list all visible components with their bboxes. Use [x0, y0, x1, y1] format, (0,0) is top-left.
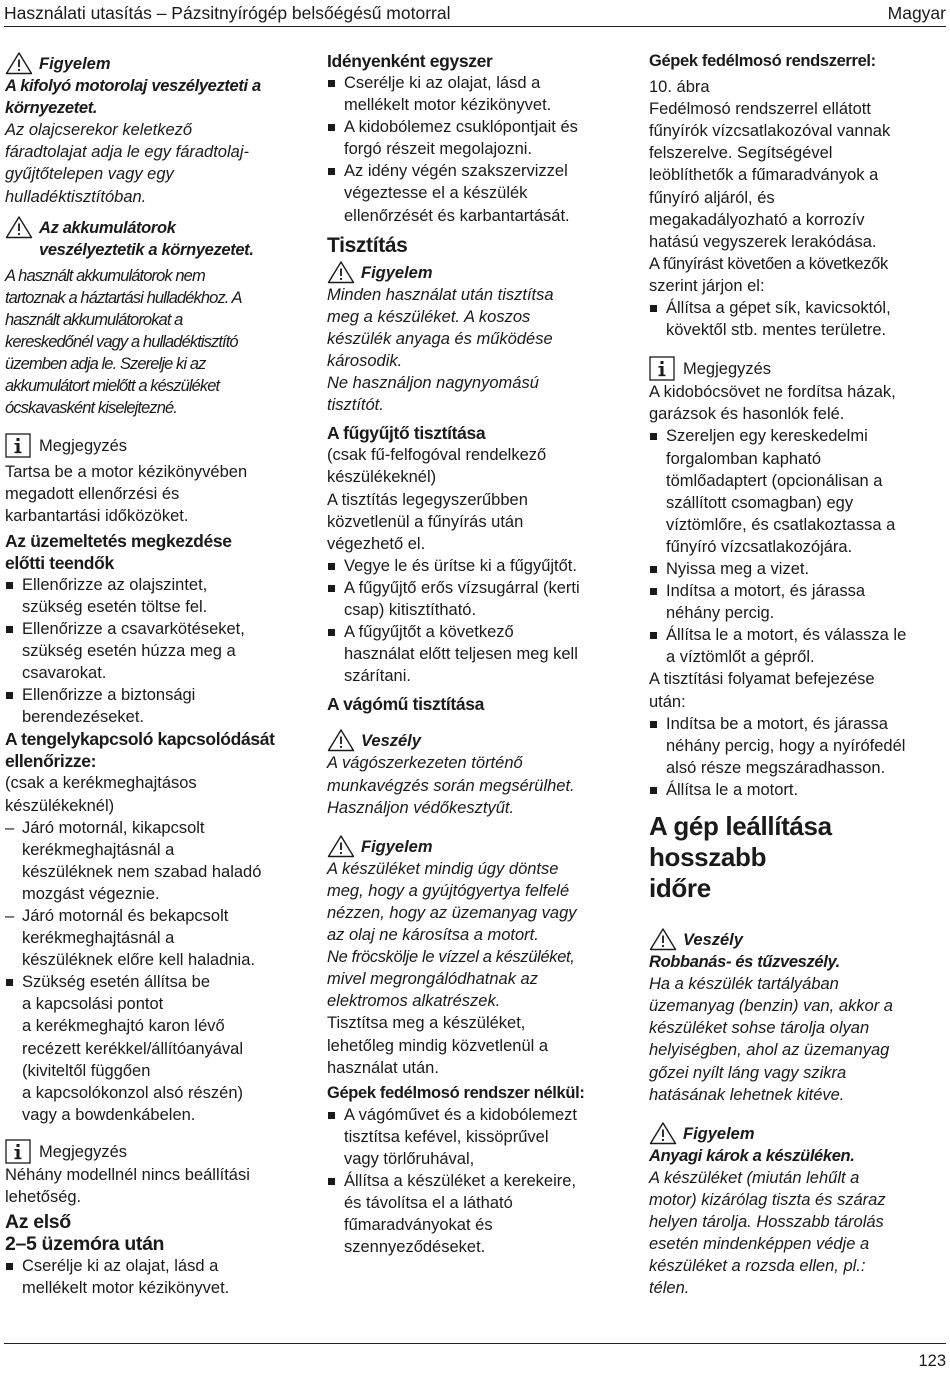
text-line: készülék anyaga és működése — [327, 329, 553, 348]
text-line: után: — [649, 692, 686, 711]
text-line: 10. ábra — [649, 78, 710, 97]
text-line: Tisztítsa meg a készüléket, — [327, 1014, 526, 1033]
text-line: kereskedőnél vagy a hulladéktisztító — [5, 333, 238, 352]
text-line: fűnyíró aljáról, és — [649, 188, 775, 207]
text-line: motor) kizárólag tiszta és száraz — [649, 1191, 886, 1210]
warning-text — [327, 858, 634, 1013]
section-heading — [649, 811, 949, 904]
text-line: használat után. — [327, 1058, 439, 1077]
list-item: Ellenőrizze az olajszintet, szükség esetén töltse fel. — [5, 574, 310, 618]
page-footer — [4, 1343, 946, 1370]
text-line: készüléket a rozsda ellen, pl.: — [649, 1257, 866, 1276]
warning-notice — [5, 214, 310, 261]
text-line: leöblíthetők a fűmaradványok a — [649, 166, 879, 185]
paragraph — [649, 668, 949, 712]
text-line: elektromos alkatrészek. — [327, 992, 501, 1011]
warning-notice — [327, 833, 634, 858]
list-item: – Járó motornál, kikapcsolt kerékmeghajtásnál a készüléknek nem szabad haladó mozgást végeznie. — [5, 817, 310, 905]
warning-triangle-icon — [327, 727, 361, 752]
text-line: Néhány modellnél nincs beállítási — [5, 1165, 250, 1184]
list-item: A fűgyűjtő erős vízsugárral (kerti csap) kitisztítható. — [327, 577, 634, 621]
sub-heading: Gépek fedélmosó rendszerrel: — [649, 52, 876, 70]
text-line: előtti teendők — [5, 552, 114, 573]
text-line: megadott ellenőrzési és — [5, 484, 180, 503]
list-item: Állítsa le a motort, és válassza le a víztömlőt a gépről. — [649, 624, 949, 668]
note-notice — [5, 1138, 310, 1164]
text-line: környezetet. — [5, 99, 98, 118]
column-3 — [649, 50, 949, 1300]
warning-notice — [649, 1120, 949, 1145]
text-line: nézzen, hogy az üzemanyag vagy — [327, 904, 577, 922]
warning-label: Figyelem — [39, 55, 111, 73]
list-item: Indítsa be a motort, és járassa néhány percig, hogy a nyírófedél alsó része megszáradhasson. — [649, 713, 949, 779]
warning-text — [327, 284, 634, 417]
list-item: Szereljen egy kereskedelmi forgalomban kapható tömlőadaptert (opcionálisan a szállított csomagban) egy víztömlőre, és csatlakoztassa a fűnyíró vízcsatlakozójára. — [649, 425, 949, 558]
text-line: akkumulátort mielőtt a készüléket — [5, 377, 220, 396]
text-line: munkavégzés során megsérülhet. — [327, 776, 575, 795]
list-item: Cserélje ki az olajat, lásd a mellékelt motor kézikönyvet. — [327, 72, 634, 116]
list-item: Indítsa a motort, és járassa néhány percig. — [649, 580, 949, 624]
text-line: fáradtolajat adja le egy fáradtolaj- — [5, 143, 249, 162]
text-line: hatású vegyszerek lerakódása. — [649, 232, 877, 251]
checklist — [649, 425, 949, 668]
text-line: Az akkumulátorok — [39, 218, 176, 237]
list-item: Nyissa meg a vizet. — [649, 558, 949, 580]
text-line: A tisztítási folyamat befejezése — [649, 670, 875, 689]
text-line: Ha a készülék tartályában — [649, 975, 839, 994]
text-line: Az első — [5, 1211, 71, 1234]
text-line: hulladéktisztítóban. — [5, 187, 147, 206]
text-line: Ne használjon nagynyomású — [327, 374, 539, 393]
text-line: készülékeknél) — [5, 796, 115, 815]
list-item: – Járó motornál és bekapcsolt kerékmeghajtásnál a készüléknek előre kell haladnia. — [5, 905, 310, 971]
warning-triangle-icon — [327, 833, 361, 858]
danger-heading: Robbanás- és tűzveszély. — [649, 953, 840, 972]
sub-heading: Gépek fedélmosó rendszer nélkül: — [327, 1083, 585, 1102]
paragraph — [649, 76, 949, 297]
text-line: üzemben adja le. Szerelje ki az — [5, 355, 206, 374]
text-line: A tisztítás legegyszerűbben — [327, 490, 528, 509]
section-heading — [5, 1211, 310, 1255]
section-heading — [5, 728, 310, 772]
text-line: A készüléket (miután lehűlt a — [649, 1168, 860, 1187]
list-item: A fűgyűjtőt a következő használat előtt teljesen meg kell szárítani. — [327, 621, 634, 687]
text-line: megakadályozható a korrozív — [649, 210, 865, 229]
checklist — [327, 72, 634, 227]
text-line: használt akkumulátorokat a — [5, 311, 183, 330]
warning-label — [39, 214, 254, 261]
page-header — [4, 0, 946, 27]
text-line: esetén mindenképpen védje a — [649, 1235, 870, 1254]
header-language: Magyar — [887, 3, 946, 23]
paragraph — [327, 1012, 634, 1078]
text-line: üzemanyag (benzin) van, akkor a — [649, 997, 893, 1016]
text-line: lehetőség. — [5, 1188, 82, 1207]
text-line: veszélyeztetik a környezetet. — [39, 240, 254, 259]
list-item: Ellenőrizze a csavarkötéseket, szükség esetén húzza meg a csavarokat. — [5, 618, 310, 684]
text-line: Ne fröcskölje le vízzel a készüléket, — [327, 948, 575, 967]
text-line: ellenőrizze: — [5, 751, 97, 772]
info-i-icon — [5, 1138, 39, 1164]
text-line: hatásának lehetnek kitéve. — [649, 1085, 845, 1104]
text-line: végezhető el. — [327, 534, 426, 553]
text-line: károsodik. — [327, 352, 403, 371]
text-line: lehetőleg mindig közvetlenül a — [327, 1036, 549, 1055]
text-line: A kidobócsövet ne fordítsa házak, — [649, 383, 896, 402]
danger-label: Veszély — [683, 931, 743, 949]
text-line: tisztítót. — [327, 396, 384, 415]
text-line: A készüléket mindig úgy döntse — [327, 859, 559, 878]
warning-triangle-icon — [649, 926, 683, 951]
warning-label: Figyelem — [361, 837, 433, 856]
text-line: helyen tárolja. Hosszabb tárolás — [649, 1213, 884, 1232]
text-line: meg a készüléket. A koszos — [327, 307, 531, 326]
text-line: A vágószerkezeten történő — [327, 754, 523, 773]
checklist — [327, 555, 634, 688]
warning-label: Figyelem — [361, 263, 433, 282]
text-line: fűnyírók vízcsatlakozóval vannak — [649, 122, 891, 141]
text-line: mivel megrongálódhatnak az — [327, 970, 538, 989]
text-line: A kifolyó motorolaj veszélyezteti a — [5, 77, 261, 96]
warning-text — [649, 1167, 949, 1300]
text-line: Az olajcserekor keletkező — [5, 121, 193, 140]
page-number: 123 — [918, 1352, 946, 1370]
column-2 — [327, 50, 634, 1259]
text-line: tartoznak a háztartási hulladékhoz. A — [5, 288, 242, 307]
warning-notice — [5, 50, 310, 75]
note-text — [649, 381, 949, 425]
warning-text — [5, 265, 310, 420]
warning-text — [5, 119, 310, 207]
checklist — [649, 297, 949, 341]
note-notice — [5, 432, 310, 458]
danger-text — [649, 973, 949, 1106]
column-1 — [5, 50, 310, 1299]
list-item: Az idény végén szakszervizzel végeztesse el a készülék ellenőrzését és karbantartását. — [327, 160, 634, 226]
danger-text — [327, 752, 634, 818]
text-line: Fedélmosó rendszerrel ellátott — [649, 100, 871, 119]
note-label: Megjegyzés — [683, 360, 772, 379]
dash-list — [5, 817, 310, 972]
text-line: gőzei nyílt láng vagy szikra — [649, 1063, 847, 1082]
list-item: Állítsa a gépet sík, kavicsoktól, kövektől stb. mentes területre. — [649, 297, 949, 341]
warning-heading: Anyagi károk a készüléken. — [649, 1146, 855, 1165]
text-line: készülékeknél) — [327, 468, 437, 487]
warning-triangle-icon — [649, 1120, 683, 1145]
paragraph — [327, 444, 634, 554]
text-line: időre — [649, 873, 711, 903]
info-i-icon — [649, 355, 683, 381]
text-line: az olaj ne károsítsa a motort. — [327, 926, 539, 945]
warning-notice — [327, 259, 634, 284]
text-line: A gép leállítása hosszabb — [649, 811, 832, 872]
text-line: Az üzemeltetés megkezdése — [5, 530, 232, 551]
text-line: helyiségben, ahol az üzemanyag — [649, 1041, 890, 1060]
list-item: Állítsa le a motort. — [649, 779, 949, 801]
note-notice — [649, 355, 949, 381]
text-line: télen. — [649, 1279, 690, 1298]
text-line: Tartsa be a motor kézikönyvében — [5, 462, 248, 481]
text-line: A tengelykapcsoló kapcsolódását — [5, 729, 275, 750]
warning-heading — [5, 75, 310, 119]
checklist — [5, 1255, 310, 1299]
list-item: Vegye le és ürítse ki a fűgyűjtőt. — [327, 555, 634, 577]
text-line: meg, hogy a gyújtógyertya felfelé — [327, 881, 570, 900]
checklist — [327, 1104, 634, 1259]
danger-label: Veszély — [361, 732, 421, 751]
checklist — [649, 713, 949, 801]
note-label: Megjegyzés — [39, 1142, 128, 1161]
text-line: (csak a kerékmeghajtásos — [5, 774, 197, 793]
note-text — [5, 1164, 310, 1208]
text-line: (csak fű-felfogóval rendelkező — [327, 446, 547, 465]
info-i-icon — [5, 432, 39, 458]
text-line: garázsok és hasonlók felé. — [649, 405, 845, 424]
text-line: szerint járjon el: — [649, 276, 765, 295]
list-item: A kidobólemez csuklópontjait és forgó részeit megolajozni. — [327, 116, 634, 160]
list-item: Szükség esetén állítsa be a kapcsolási pontot a kerékmeghajtó karon lévő recézett kerékkel/állítóanyával (kiviteltől függően a kapcsolókonzol alsó részén) vagy a bowdenkábelen. — [5, 971, 310, 1126]
section-heading: Idényenként egyszer — [327, 51, 493, 71]
text-line: Használjon védőkesztyűt. — [327, 798, 515, 817]
warning-label: Figyelem — [683, 1124, 755, 1143]
warning-triangle-icon — [5, 214, 39, 239]
note-label: Megjegyzés — [39, 436, 128, 455]
warning-triangle-icon — [5, 50, 39, 75]
danger-notice — [649, 926, 949, 951]
text-line: közvetlenül a fűnyírás után — [327, 512, 524, 531]
text-line: ócskavasként kiselejtezné. — [5, 399, 177, 418]
list-item: Cserélje ki az olajat, lásd a mellékelt motor kézikönyvet. — [5, 1255, 310, 1299]
text-line: karbantartási időközöket. — [5, 506, 189, 525]
note-text — [5, 461, 310, 527]
text-line: 2–5 üzemóra után — [5, 1233, 165, 1256]
text-line: A használt akkumulátorok nem — [5, 266, 205, 285]
list-item: A vágóművet és a kidobólemezt tisztítsa kefével, kissöprűvel vagy törlőruhával, — [327, 1104, 634, 1170]
text-line: Minden használat után tisztítsa — [327, 285, 554, 304]
text-line: gyűjtőtelepen vagy egy — [5, 165, 174, 184]
section-heading: Tisztítás — [327, 233, 408, 257]
list-item: Állítsa a készüléket a kerekeire, és távolítsa el a látható fűmaradványokat és szennyeződéseket. — [327, 1170, 634, 1258]
paragraph — [5, 772, 310, 816]
text-line: készüléket sohse tárolja olyan — [649, 1019, 870, 1038]
danger-notice — [327, 727, 634, 752]
text-line: A fűnyírást követően a következők — [649, 254, 888, 273]
list-item: Ellenőrizze a biztonsági berendezéseket. — [5, 684, 310, 728]
section-heading — [5, 530, 310, 574]
warning-triangle-icon — [327, 259, 361, 284]
section-heading: A vágómű tisztítása — [327, 694, 485, 715]
checklist — [5, 971, 310, 1126]
checklist — [5, 574, 310, 729]
section-heading: A fűgyűjtő tisztítása — [327, 423, 486, 444]
text-line: felszerelve. Segítségével — [649, 144, 833, 163]
header-title: Használati utasítás – Pázsitnyírógép belsőégésű motorral — [4, 3, 451, 23]
